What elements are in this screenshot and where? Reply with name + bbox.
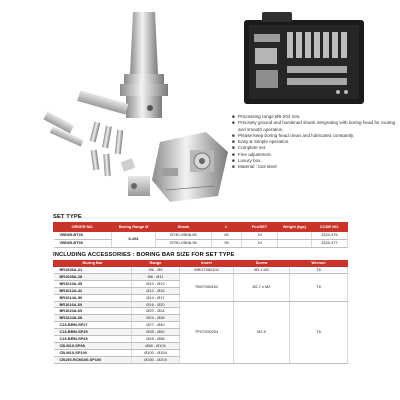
boring-bar-cell: C16-BRM-SP35 [54, 329, 132, 336]
boring-bar-cell: BR1620A-65 [54, 308, 132, 315]
range-cell: Ø45 - Ø68 [132, 336, 180, 343]
set-type-table [53, 222, 348, 248]
boring-bar-cell: CB150-RCM100-SP100 [54, 356, 132, 363]
boring-head [152, 132, 228, 202]
column-header: Range [132, 261, 180, 267]
boring-bar-cell: CB-M10-SP68 [54, 342, 132, 349]
screw-cell: Ø3 x M2 [234, 267, 290, 274]
code-cell: 3320-477 [312, 239, 348, 247]
column-header: Screw [234, 261, 290, 267]
range-cell: Ø100 - Ø154 [132, 349, 180, 356]
feature-item: ■ Easy & Simple operation. [232, 139, 290, 145]
boring-bar-cell: CB-M10-SP100 [54, 349, 132, 356]
range-cell: Ø68 - Ø104 [132, 342, 180, 349]
wrench-cell: T8 [290, 301, 348, 363]
feature-item: ■ Fine adjustment. [232, 151, 272, 157]
column-header: Boring Range Ø [112, 223, 156, 232]
bt-shank-holder [120, 12, 168, 118]
feature-list [232, 114, 398, 171]
shank-cell: BT50-VBH6-95 [156, 239, 212, 247]
feature-item: ■ Processing range Ø6-204 mm. [232, 114, 301, 119]
range-cell: Ø35 - Ø50 [132, 329, 180, 336]
weight-cell [278, 239, 312, 247]
table-row [54, 273, 348, 280]
range-cell: Ø8 - Ø11 [132, 273, 180, 280]
pcs-cell: 19 [242, 232, 278, 240]
screw-cell: M2.5 [234, 301, 290, 363]
code-cell: 3320-476 [312, 232, 348, 240]
range-cell: Ø16 - Ø20 [132, 301, 180, 308]
table-row [54, 267, 348, 274]
column-header: CODE NO. [312, 223, 348, 232]
column-header: Weight (kgs) [278, 223, 312, 232]
length-cell: 95 [212, 239, 242, 247]
table-header-row [54, 223, 348, 232]
range-cell: Ø12 - Ø15 [132, 287, 180, 294]
boring-bar-cell: C16-BRM-SP45 [54, 336, 132, 343]
boring-bar-cell: C16-BRM-SP27 [54, 322, 132, 329]
feature-item: ■ Please keep boring head clean and lubricated constantly. [232, 132, 355, 138]
tool-case [244, 12, 364, 104]
accessories-title: INCLUDING ACCESSORIES : BORING BAR SIZE FOR SET TYPE [53, 252, 235, 258]
column-header: Shank [156, 223, 212, 232]
boring-bar-cell: BR1616A-60 [54, 301, 132, 308]
set-type-title: SET TYPE [53, 214, 82, 220]
boring-bar-cell: BR1608A-28 [54, 273, 132, 280]
range-cell: Ø6 - Ø9 [132, 267, 180, 274]
wrench-cell: T6 [290, 273, 348, 301]
order-no-cell: VBH65-BT40 [54, 232, 112, 240]
table-row [54, 239, 348, 247]
range-cell: Ø20 - Ø24 [132, 308, 180, 315]
table-row [54, 301, 348, 308]
table-row [54, 232, 348, 240]
column-header: Insert [180, 261, 234, 267]
feature-item: ■ Precisely ground and hardened shank integrating with boring head for routing and smooth operation. [232, 120, 396, 132]
column-header: Wrench [290, 261, 348, 267]
pcs-cell: 19 [242, 239, 278, 247]
column-header: Pcs/SET [242, 223, 278, 232]
shank-cell: BT40-VBH6-65 [156, 232, 212, 240]
insert-cell: WBGT060102 [180, 267, 234, 274]
range-cell: Ø150 - Ø204 [132, 356, 180, 363]
wrench-cell: T6 [290, 267, 348, 274]
feature-item: ■ Luxury box. [232, 158, 262, 164]
boring-bar-cell: BR1614A-50 [54, 294, 132, 301]
accessories-table [53, 260, 348, 364]
boring-range-cell: 6-204 [112, 232, 156, 248]
range-cell: Ø14 - Ø17 [132, 294, 180, 301]
feature-item: ■ Complete set. [232, 145, 267, 151]
column-header: Boring Bar [54, 261, 132, 267]
feature-item: ■ Material : tool steel [232, 164, 277, 170]
column-header: L [212, 223, 242, 232]
weight-cell [278, 232, 312, 240]
range-cell: Ø27 - Ø40 [132, 322, 180, 329]
screw-cell: Ø2.7 x M2 [234, 273, 290, 301]
boring-bar-cell: BR1606A-21 [54, 267, 132, 274]
range-cell: Ø10 - Ø13 [132, 280, 180, 287]
boring-bar-cell: BR1612A-42 [54, 287, 132, 294]
insert-cell: TPGT090204 [180, 301, 234, 363]
column-header: ORDER NO. [54, 223, 112, 232]
order-no-cell: VBH65-BT50 [54, 239, 112, 247]
insert-cell: TBGT060102 [180, 273, 234, 301]
range-cell: Ø24 - Ø28 [132, 315, 180, 322]
boring-bar-cell: BR1624A-68 [54, 315, 132, 322]
length-cell: 65 [212, 232, 242, 240]
boring-bar-cell: BR1610A-35 [54, 280, 132, 287]
